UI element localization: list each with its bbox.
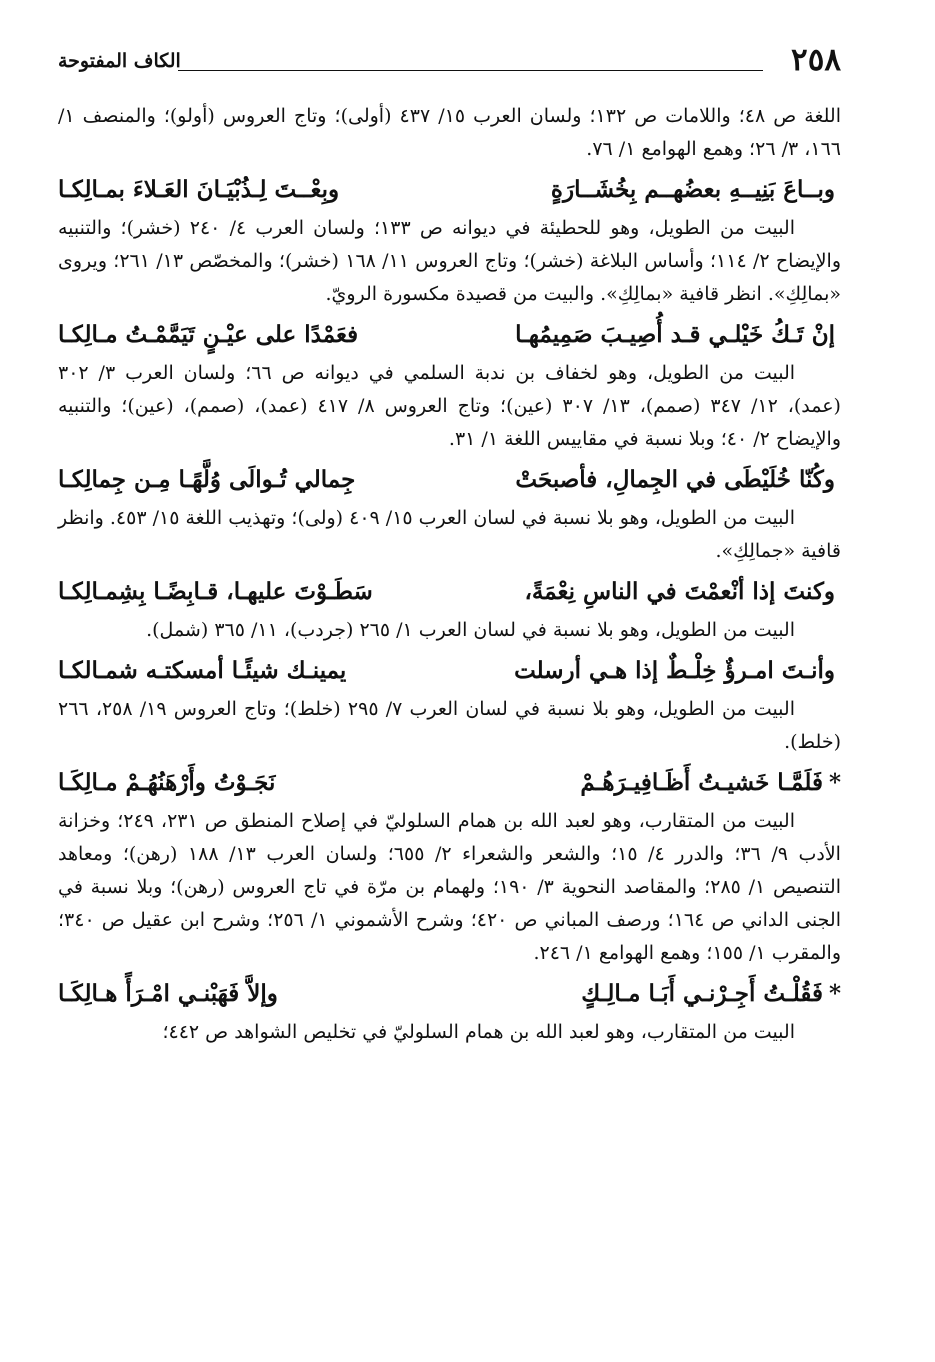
second-hemistich: نَجَـوْتُ وأَرْهَنُهُـمْ مـالِكَـا (58, 769, 276, 796)
first-hemistich (524, 570, 841, 614)
verse-line (58, 313, 841, 357)
first-hemistich (514, 649, 841, 693)
verse-entry-2 (58, 313, 841, 456)
first-hemistich-text: فَقُلْـتُ أَجِـرْنـي أَبَـا مـالِـكٍ (581, 980, 823, 1007)
second-hemistich: وبِعْــتَ لِـذُبْيَـانَ العَـلاءَ بمـالِكـا (58, 176, 340, 203)
verse-line (58, 649, 841, 693)
first-hemistich-text: وأنـتَ امـرؤٌ خِلْـطٌ إذا هـي أرسلت (514, 657, 835, 684)
running-title: الكاف المفتوحة (58, 50, 181, 72)
page-body (58, 100, 841, 1049)
verse-line (58, 458, 841, 502)
first-hemistich-text: فَلَمَّـا خَشيـتُ أَظَـافِيـرَهُـمْ (580, 769, 823, 796)
verse-entry-3 (58, 458, 841, 568)
intro-note: اللغة ص ٤٨؛ واللامات ص ١٣٢؛ ولسان العرب ١٥/ ٤٣٧ (أولى)؛ وتاج العروس (أولو)؛ والمنصف ١/ ١٦٦، ٣/ ٢٦؛ وهمع الهوامع ١/ ٧٦. (58, 105, 841, 160)
verse-note: البيت من الطويل، وهو بلا نسبة في لسان العرب ١٥/ ٤٠٩ (ولى)؛ وتهذيب اللغة ١٥/ ٤٥٣. وانظر قافية «جمالِكِ». (58, 507, 841, 562)
first-hemistich (581, 972, 841, 1016)
page-header (58, 40, 841, 80)
verse-entry-7 (58, 972, 841, 1049)
verse-note: البيت من الطويل، وهو لخفاف بن ندبة السلمي في ديوانه ص ٦٦؛ ولسان العرب ٣/ ٣٠٢ (عمد)، ١٢/ ٣٤٧ (صمم)، ١٣/ ٣٠٧ (عين)؛ وتاج العروس ٨/ ٤١٧ (عمد)، (صمم)، (عين)؛ والتنبيه والإيضاح ٢/ ٤٠؛ وبلا نسبة في مقاييس اللغة ١/ ٣١. (58, 362, 841, 450)
verse-note: البيت من الطويل، وهو بلا نسبة في لسان العرب ١/ ٢٦٥ (جردب)، ١١/ ٣٦٥ (شمل). (146, 619, 795, 641)
second-hemistich: يمينـك شيئًـا أمسكتـه شمـالكـا (58, 657, 347, 684)
verse-note: البيت من المتقارب، وهو لعبد الله بن همام السلوليّ في تخليص الشواهد ص ٤٤٢؛ (162, 1021, 795, 1043)
verse-entry-4 (58, 570, 841, 647)
verse-note: البيت من المتقارب، وهو لعبد الله بن همام السلوليّ في إصلاح المنطق ص ٢٣١، ٢٤٩؛ وخزانة الأدب ٩/ ٣٦؛ والدرر ٤/ ١٥؛ والشعر والشعراء ٢/ ٦٥٥؛ ولسان العرب ١٣/ ١٨٨ (رهن)؛ ومعاهد التنصيص ١/ ٢٨٥؛ والمقاصد النحوية ٣/ ١٩٠؛ ولهمام بن مرّة في تاج العروس (رهن)؛ وبلا نسبة في الجنى الداني ص ١٦٤؛ ورصف المباني ص ٤٢٠؛ وشرح الأشموني ١/ ٢٥٦؛ وشرح ابن عقيل ص ٣٤٠؛ والمقرب ١/ ١٥٥؛ وهمع الهوامع ١/ ٢٤٦. (58, 810, 842, 964)
verse-note: البيت من الطويل، وهو للحطيئة في ديوانه ص ١٣٣؛ ولسان العرب ٤/ ٢٤٠ (خشر)؛ والتنبيه والإيضاح ٢/ ١١٤؛ وأساس البلاغة (خشر)؛ وتاج العروس ١١/ ١٦٨ (خشر)؛ والمخصّص ١٣/ ٢٦١؛ ويروى «بمالِكِ». انظر قافية «بمالِكِ». والبيت من قصيدة مكسورة الرويّ. (58, 217, 841, 305)
verse-line (58, 972, 841, 1016)
verse-marker: * (828, 769, 841, 796)
verse-note: البيت من الطويل، وهو بلا نسبة في لسان العرب ٧/ ٢٩٥ (خلط)؛ وتاج العروس ١٩/ ٢٥٨، ٢٦٦ (خلط). (58, 698, 841, 753)
second-hemistich: جِمالي تُـوالَى وُلَّهًـا مِـن جِمالِكـا (58, 466, 356, 493)
verse-marker: * (828, 980, 841, 1007)
verse-line (58, 168, 841, 212)
header-rule (178, 70, 763, 71)
second-hemistich: فعَمْدًا على عيْـنٍ تَيَمَّمْـتُ مـالِكـا (58, 321, 359, 348)
first-hemistich (580, 761, 841, 805)
second-hemistich: سَطَـوْتَ عليهـا، قـابِضًـا بِشِمـالِكـا (58, 578, 373, 605)
first-hemistich-text: وكنتَ إذا أنْعمْتَ في الناسِ نِعْمَةً، (524, 578, 835, 605)
verse-entry-1 (58, 168, 841, 311)
first-hemistich-text: إنْ تَـكُ خَيْلـي قـد أُصِيـبَ صَمِيمُهـا (515, 321, 835, 348)
page-number: ٢٥٨ (791, 42, 841, 78)
verse-entry-6 (58, 761, 841, 970)
verse-line (58, 570, 841, 614)
first-hemistich-text: وكُنّا خُلَيْطَى في الجِمالِ، فأصبحَتْ (515, 466, 835, 493)
second-hemistich: وإلاَّ فَهَبْنـي امْـرَأً هـالِكَـا (58, 980, 278, 1007)
verse-line (58, 761, 841, 805)
first-hemistich (551, 168, 841, 212)
first-hemistich (515, 458, 841, 502)
first-hemistich (515, 313, 841, 357)
verse-entry-5 (58, 649, 841, 759)
first-hemistich-text: وبــاعَ بَنِيــهِ بعضُهــم بِخُشَــارَةٍ (550, 176, 835, 203)
